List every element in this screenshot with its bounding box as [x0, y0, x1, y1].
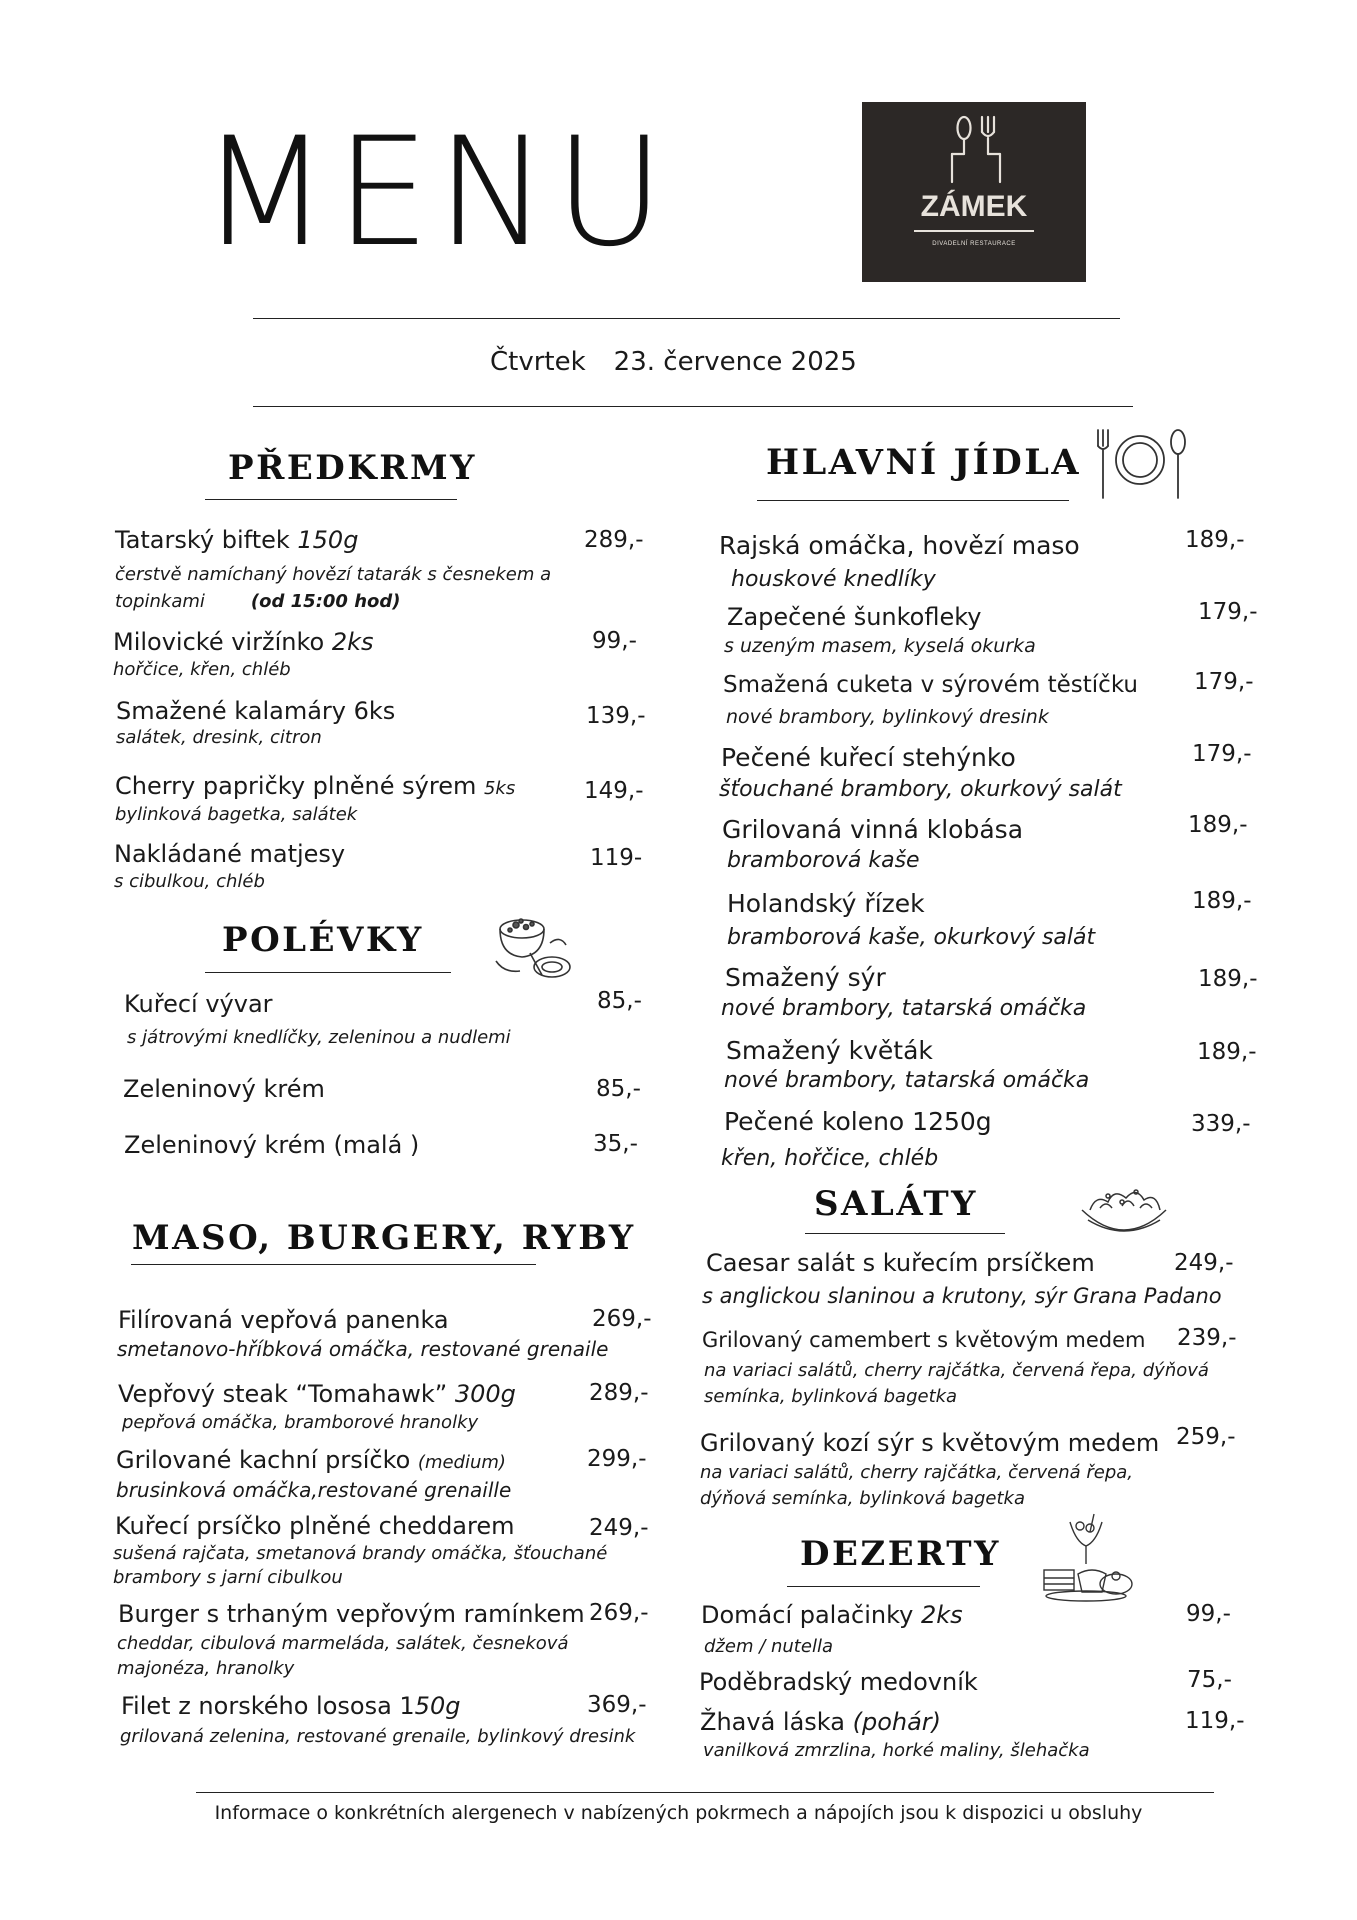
menu-item-description: nové brambory, bylinkový dresink: [726, 706, 1049, 728]
menu-item-description: s játrovými knedlíčky, zeleninou a nudlemi: [127, 1027, 511, 1048]
menu-item-price: 119,-: [1185, 1708, 1245, 1734]
menu-item-description: dýňová semínka, bylinková bagetka: [700, 1488, 1025, 1509]
menu-item-price: 85,-: [597, 988, 642, 1014]
divider: [253, 318, 1120, 319]
menu-item-name: Grilovaný kozí sýr s květovým medem: [700, 1429, 1160, 1457]
section-title-salaty: SALÁTY: [814, 1184, 978, 1224]
menu-date: [490, 347, 885, 377]
menu-item-name: Vepřový steak “Tomahawk” 300g: [118, 1380, 516, 1408]
menu-item-description: sušená rajčata, smetanová brandy omáčka, šťouchané: [113, 1543, 608, 1564]
menu-item-name: Tatarský biftek 150g: [115, 526, 359, 554]
menu-item-description: nové brambory, tatarská omáčka: [721, 996, 1087, 1021]
menu-item-description: majonéza, hranolky: [117, 1658, 295, 1679]
menu-item-name: Burger s trhaným vepřovým ramínkem: [118, 1600, 585, 1628]
menu-item-price: 249,-: [589, 1515, 649, 1541]
menu-item-name: Zeleninový krém: [123, 1075, 325, 1103]
menu-item-price: 189,-: [1198, 966, 1258, 992]
menu-item-name: Grilovaná vinná klobása: [722, 815, 1024, 844]
menu-item-name: Filet z norského lososa 150g: [121, 1692, 461, 1720]
salad-bowl-icon: [1078, 1180, 1170, 1240]
menu-item-name: Kuřecí prsíčko plněné cheddarem: [115, 1512, 515, 1540]
menu-item-description: salátek, dresink, citron: [116, 727, 322, 748]
menu-item-price: 119-: [590, 845, 643, 871]
menu-item-description: smetanovo-hříbková omáčka, restované grenaile: [117, 1337, 609, 1361]
menu-item-name: Smažené kalamáry 6ks: [116, 697, 396, 725]
plate-cutlery-icon: [1094, 428, 1190, 500]
menu-item-name: Smažená cuketa v sýrovém těstíčku: [723, 672, 1139, 698]
section-underline: [787, 1586, 980, 1587]
menu-item-description: křen, hořčice, chléb: [721, 1146, 939, 1171]
menu-item-price: 139,-: [586, 703, 646, 729]
logo-name: ZÁMEK: [920, 190, 1028, 223]
menu-item-name: Nakládané matjesy: [114, 840, 346, 868]
menu-item-description: s anglickou slaninou a krutony, sýr Grana Padano: [702, 1284, 1222, 1308]
menu-item-price: 99,-: [592, 628, 637, 654]
menu-item-name: Filírovaná vepřová panenka: [118, 1306, 449, 1334]
menu-item-description: na variaci salátů, cherry rajčátka, červená řepa, dýňová: [704, 1360, 1209, 1381]
menu-item-price: 249,-: [1174, 1250, 1234, 1276]
menu-item-name: Rajská omáčka, hovězí maso: [719, 531, 1080, 560]
menu-item-name: Poděbradský medovník: [699, 1668, 978, 1696]
menu-item-price: 179,-: [1194, 669, 1254, 695]
section-title-polevky: POLÉVKY: [222, 920, 424, 960]
divider: [253, 406, 1133, 407]
menu-item-name: Kuřecí vývar: [124, 990, 273, 1018]
menu-item-name: Žhavá láska (pohár): [700, 1708, 942, 1736]
menu-item-price: 289,-: [584, 527, 644, 553]
menu-item-price: 189,-: [1192, 888, 1252, 914]
section-title-predkrmy: PŘEDKRMY: [228, 448, 477, 488]
allergen-notice: Informace o konkrétních alergenech v nabízených pokrmech a nápojích jsou k dispozici u obsluhy: [214, 1802, 1143, 1824]
menu-item-description: brambory s jarní cibulkou: [113, 1567, 343, 1588]
section-underline: [131, 1264, 536, 1265]
menu-item-description: bramborová kaše: [727, 848, 920, 873]
menu-item-name: Pečené koleno 1250g: [724, 1107, 992, 1136]
menu-item-price: 179,-: [1198, 599, 1258, 625]
menu-item-name: Zapečené šunkofleky: [727, 603, 982, 631]
menu-item-description: hořčice, křen, chléb: [113, 659, 291, 680]
menu-item-description: čerstvě namíchaný hovězí tatarák s česnekem a: [115, 564, 552, 585]
menu-item-description: nové brambory, tatarská omáčka: [724, 1068, 1090, 1093]
menu-item-price: 189,-: [1197, 1039, 1257, 1065]
menu-item-name: Pečené kuřecí stehýnko: [721, 743, 1016, 772]
menu-item-name: Holandský řízek: [727, 889, 925, 918]
date-label: 23. července 2025: [613, 347, 857, 377]
logo-subtitle: DIVADELNÍ RESTAURACE: [932, 241, 1016, 247]
menu-item-name: Grilovaný camembert s květovým medem: [702, 1328, 1146, 1352]
page-title: MENU: [200, 106, 671, 280]
menu-item-description: pepřová omáčka, bramborové hranolky: [122, 1412, 479, 1433]
menu-item-price: 299,-: [587, 1446, 647, 1472]
menu-item-price: 289,-: [589, 1380, 649, 1406]
menu-item-description: šťouchané brambory, okurkový salát: [719, 777, 1122, 802]
menu-item-price: 179,-: [1192, 741, 1252, 767]
menu-item-price: 35,-: [593, 1131, 638, 1157]
menu-item-price: 239,-: [1177, 1325, 1237, 1351]
section-title-dezerty: DEZERTY: [800, 1534, 1001, 1574]
footer-divider: [196, 1792, 1214, 1793]
menu-item-price: 189,-: [1188, 812, 1248, 838]
menu-item-description: semínka, bylinková bagetka: [704, 1386, 958, 1407]
menu-item-price: 189,-: [1185, 527, 1245, 553]
menu-item-description: na variaci salátů, cherry rajčátka, červená řepa,: [700, 1462, 1134, 1483]
menu-item-name: Smažený sýr: [725, 963, 886, 992]
menu-item-description: bramborová kaše, okurkový salát: [727, 925, 1096, 950]
menu-item-description: džem / nutella: [704, 1636, 833, 1657]
cutlery-icon: [952, 114, 1000, 184]
menu-item-name: Smažený květák: [726, 1036, 933, 1065]
menu-item-name: Domácí palačinky 2ks: [701, 1601, 963, 1629]
menu-item-description: houskové knedlíky: [731, 567, 936, 592]
menu-item-description: vanilková zmrzlina, horké maliny, šlehačka: [703, 1740, 1090, 1761]
menu-item-price: 259,-: [1176, 1424, 1236, 1450]
menu-item-price: 269,-: [589, 1600, 649, 1626]
menu-item-name: Cherry papričky plněné sýrem 5ks: [115, 772, 516, 800]
section-underline: [757, 500, 1069, 501]
menu-item-description: grilovaná zelenina, restované grenaile, bylinkový dresink: [120, 1726, 636, 1747]
restaurant-logo: [862, 102, 1086, 282]
day-label: Čtvrtek: [490, 347, 586, 377]
dessert-icon: [1036, 1512, 1136, 1604]
section-title-hlavni: HLAVNÍ JÍDLA: [766, 442, 1082, 483]
menu-item-description: topinkami (od 15:00 hod): [115, 591, 401, 612]
menu-item-price: 369,-: [587, 1692, 647, 1718]
section-underline: [205, 499, 457, 500]
section-title-maso: MASO, BURGERY, RYBY: [132, 1218, 636, 1258]
menu-item-description: s uzeným masem, kyselá okurka: [724, 635, 1036, 657]
soup-pot-icon: [490, 905, 580, 987]
menu-item-description: s cibulkou, chléb: [114, 871, 265, 892]
menu-item-name: Milovické viržínko 2ks: [113, 628, 374, 656]
menu-item-price: 339,-: [1191, 1111, 1251, 1137]
menu-item-price: 99,-: [1186, 1601, 1231, 1627]
menu-item-name: Caesar salát s kuřecím prsíčkem: [706, 1249, 1095, 1277]
menu-item-price: 149,-: [584, 778, 644, 804]
logo-divider: [914, 230, 1034, 232]
menu-item-description: cheddar, cibulová marmeláda, salátek, česneková: [117, 1633, 569, 1654]
menu-item-description: bylinková bagetka, salátek: [115, 804, 358, 825]
menu-item-price: 85,-: [596, 1076, 641, 1102]
section-underline: [205, 972, 451, 973]
menu-item-price: 75,-: [1187, 1667, 1232, 1693]
menu-item-name: Zeleninový krém (malá ): [124, 1131, 420, 1159]
section-underline: [805, 1233, 1005, 1234]
menu-item-price: 269,-: [592, 1306, 652, 1332]
menu-item-description: brusinková omáčka,restované grenaille: [116, 1478, 512, 1502]
menu-item-name: Grilované kachní prsíčko (medium): [116, 1446, 506, 1474]
